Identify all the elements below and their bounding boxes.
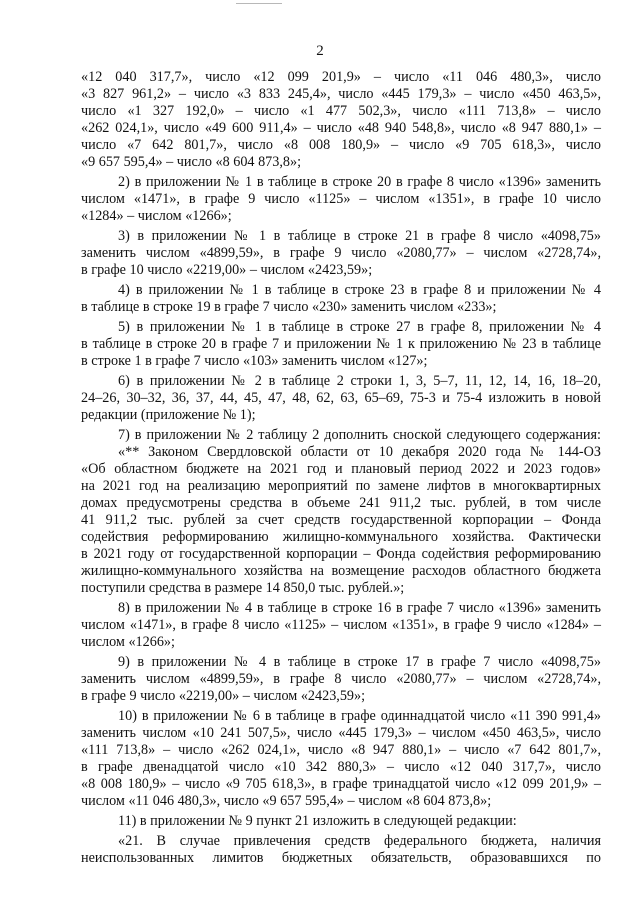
paragraph-start: 3) в приложении № 1 в таблице в строке 21 в графе 8 число «4098,75» [118,228,601,244]
paragraph-start: 4) в приложении № 1 в таблице в строке 23 в графе 8 и приложении № 4 [118,282,601,298]
text-line: числом «11 046 480,3», число «9 657 595,4» – числом «8 604 873,8»; [81,793,492,809]
text-line: редакции (приложение № 1); [81,407,256,423]
text-line: в графе 10 число «2219,00» – числом «2423,59»; [81,262,373,278]
text-line: числом «1471», в графе 8 число «1125» – числом «1351», в графе 9 число «1284» – [81,617,601,633]
text-line: в таблице в строке 20 в графе 7 и приложении № 1 к приложению № 23 в таблице [81,336,601,352]
text-line: домах предусмотрены средства в объеме 241 911,2 тыс. рублей, в том числе [81,495,601,511]
paragraph-start: 9) в приложении № 4 в таблице в строке 17 в графе 7 число «4098,75» [118,654,601,670]
text-line: «12 040 317,7», число «12 099 201,9» – число «11 046 480,3», число [81,69,601,85]
text-line: «262 024,1», число «49 600 911,4» – число «48 940 548,8», число «8 947 880,1» – [81,120,601,136]
paragraph-start: 7) в приложении № 2 таблицу 2 дополнить сноской следующего содержания: [118,427,601,443]
scan-mark [236,3,282,7]
text-line: «3 827 961,2» – число «3 833 245,4», число «445 179,3» – число «450 463,5», [81,86,601,102]
text-line: поступили средства в размере 14 850,0 тыс. рублей.»; [81,580,405,596]
text-line: жилищно-коммунального хозяйства на возмещение расходов областного бюджета [81,563,601,579]
text-line: в графе двенадцатой число «10 342 880,3» – число «12 040 317,7», число [81,759,601,775]
text-line: число «7 642 801,7», число «8 008 180,9» – число «9 705 618,3», число [81,137,601,153]
text-line: заменить числом «4899,59», в графе 8 число «2080,77» – числом «2728,74», [81,671,601,687]
quote-start: «21. В случае привлечения средств федерального бюджета, наличия [118,833,601,849]
paragraph-start: 5) в приложении № 1 в таблице в строке 27 в графе 8, приложении № 4 [118,319,601,335]
text-line: в 2021 году от государственной корпорации – Фонда содействия реформированию [81,546,601,562]
text-line: содействия реформированию жилищно-коммунального хозяйства. Фактически [81,529,601,545]
text-line: 41 911,2 тыс. рублей за счет средств государственной корпорации – Фонда [81,512,601,528]
text-line: «1284» – числом «1266»; [81,208,232,224]
text-line: числом «1471», в графе 9 число «1125» – числом «1351», в графе 10 число [81,191,601,207]
text-line: 24–26, 30–32, 36, 37, 44, 45, 47, 48, 62, 63, 65–69, 75-3 и 75-4 изложить в новой [81,390,601,406]
text-line: «9 657 595,4» – число «8 604 873,8»; [81,154,302,170]
text-line: на 2021 год на реализацию мероприятий по замене лифтов в многоквартирных [81,478,601,494]
text-line: число «1 327 192,0» – число «1 477 502,3», число «111 713,8» – число [81,103,601,119]
text-line: в строке 1 в графе 7 число «103» заменить числом «127»; [81,353,428,369]
text-line: в таблице в строке 19 в графе 7 число «230» заменить числом «233»; [81,299,497,315]
paragraph-start: 2) в приложении № 1 в таблице в строке 20 в графе 8 число «1396» заменить [118,174,601,190]
text-line: заменить числом «4899,59», в графе 9 число «2080,77» – числом «2728,74», [81,245,601,261]
quote-start: «** Законом Свердловской области от 10 декабря 2020 года № 144-ОЗ [118,444,601,460]
text-line: «8 008 180,9» – число «9 705 618,3», в графе тринадцатой число «12 099 201,9» – [81,776,601,792]
text-line: «Об областном бюджете на 2021 год и плановый период 2022 и 2023 годов» [81,461,601,477]
paragraph-start: 6) в приложении № 2 в таблице 2 строки 1, 3, 5–7, 11, 12, 14, 16, 18–20, [118,373,601,389]
text-line: «111 713,8» – число «262 024,1», число «8 947 880,1» – число «7 642 801,7», [81,742,601,758]
text-line: числом «1266»; [81,634,175,650]
paragraph-start: 11) в приложении № 9 пункт 21 изложить в следующей редакции: [118,813,517,829]
paragraph-start: 8) в приложении № 4 в таблице в строке 16 в графе 7 число «1396» заменить [118,600,601,616]
text-line: в графе 9 число «2219,00» – числом «2423,59»; [81,688,366,704]
paragraph-start: 10) в приложении № 6 в таблице в графе одиннадцатой число «11 390 991,4» [118,708,601,724]
page-number: 2 [316,43,324,59]
text-line: неиспользованных лимитов бюджетных обязательств, образовавшихся по [81,850,601,866]
text-line: заменить числом «10 241 507,5», число «445 179,3» – числом «450 463,5», число [81,725,601,741]
